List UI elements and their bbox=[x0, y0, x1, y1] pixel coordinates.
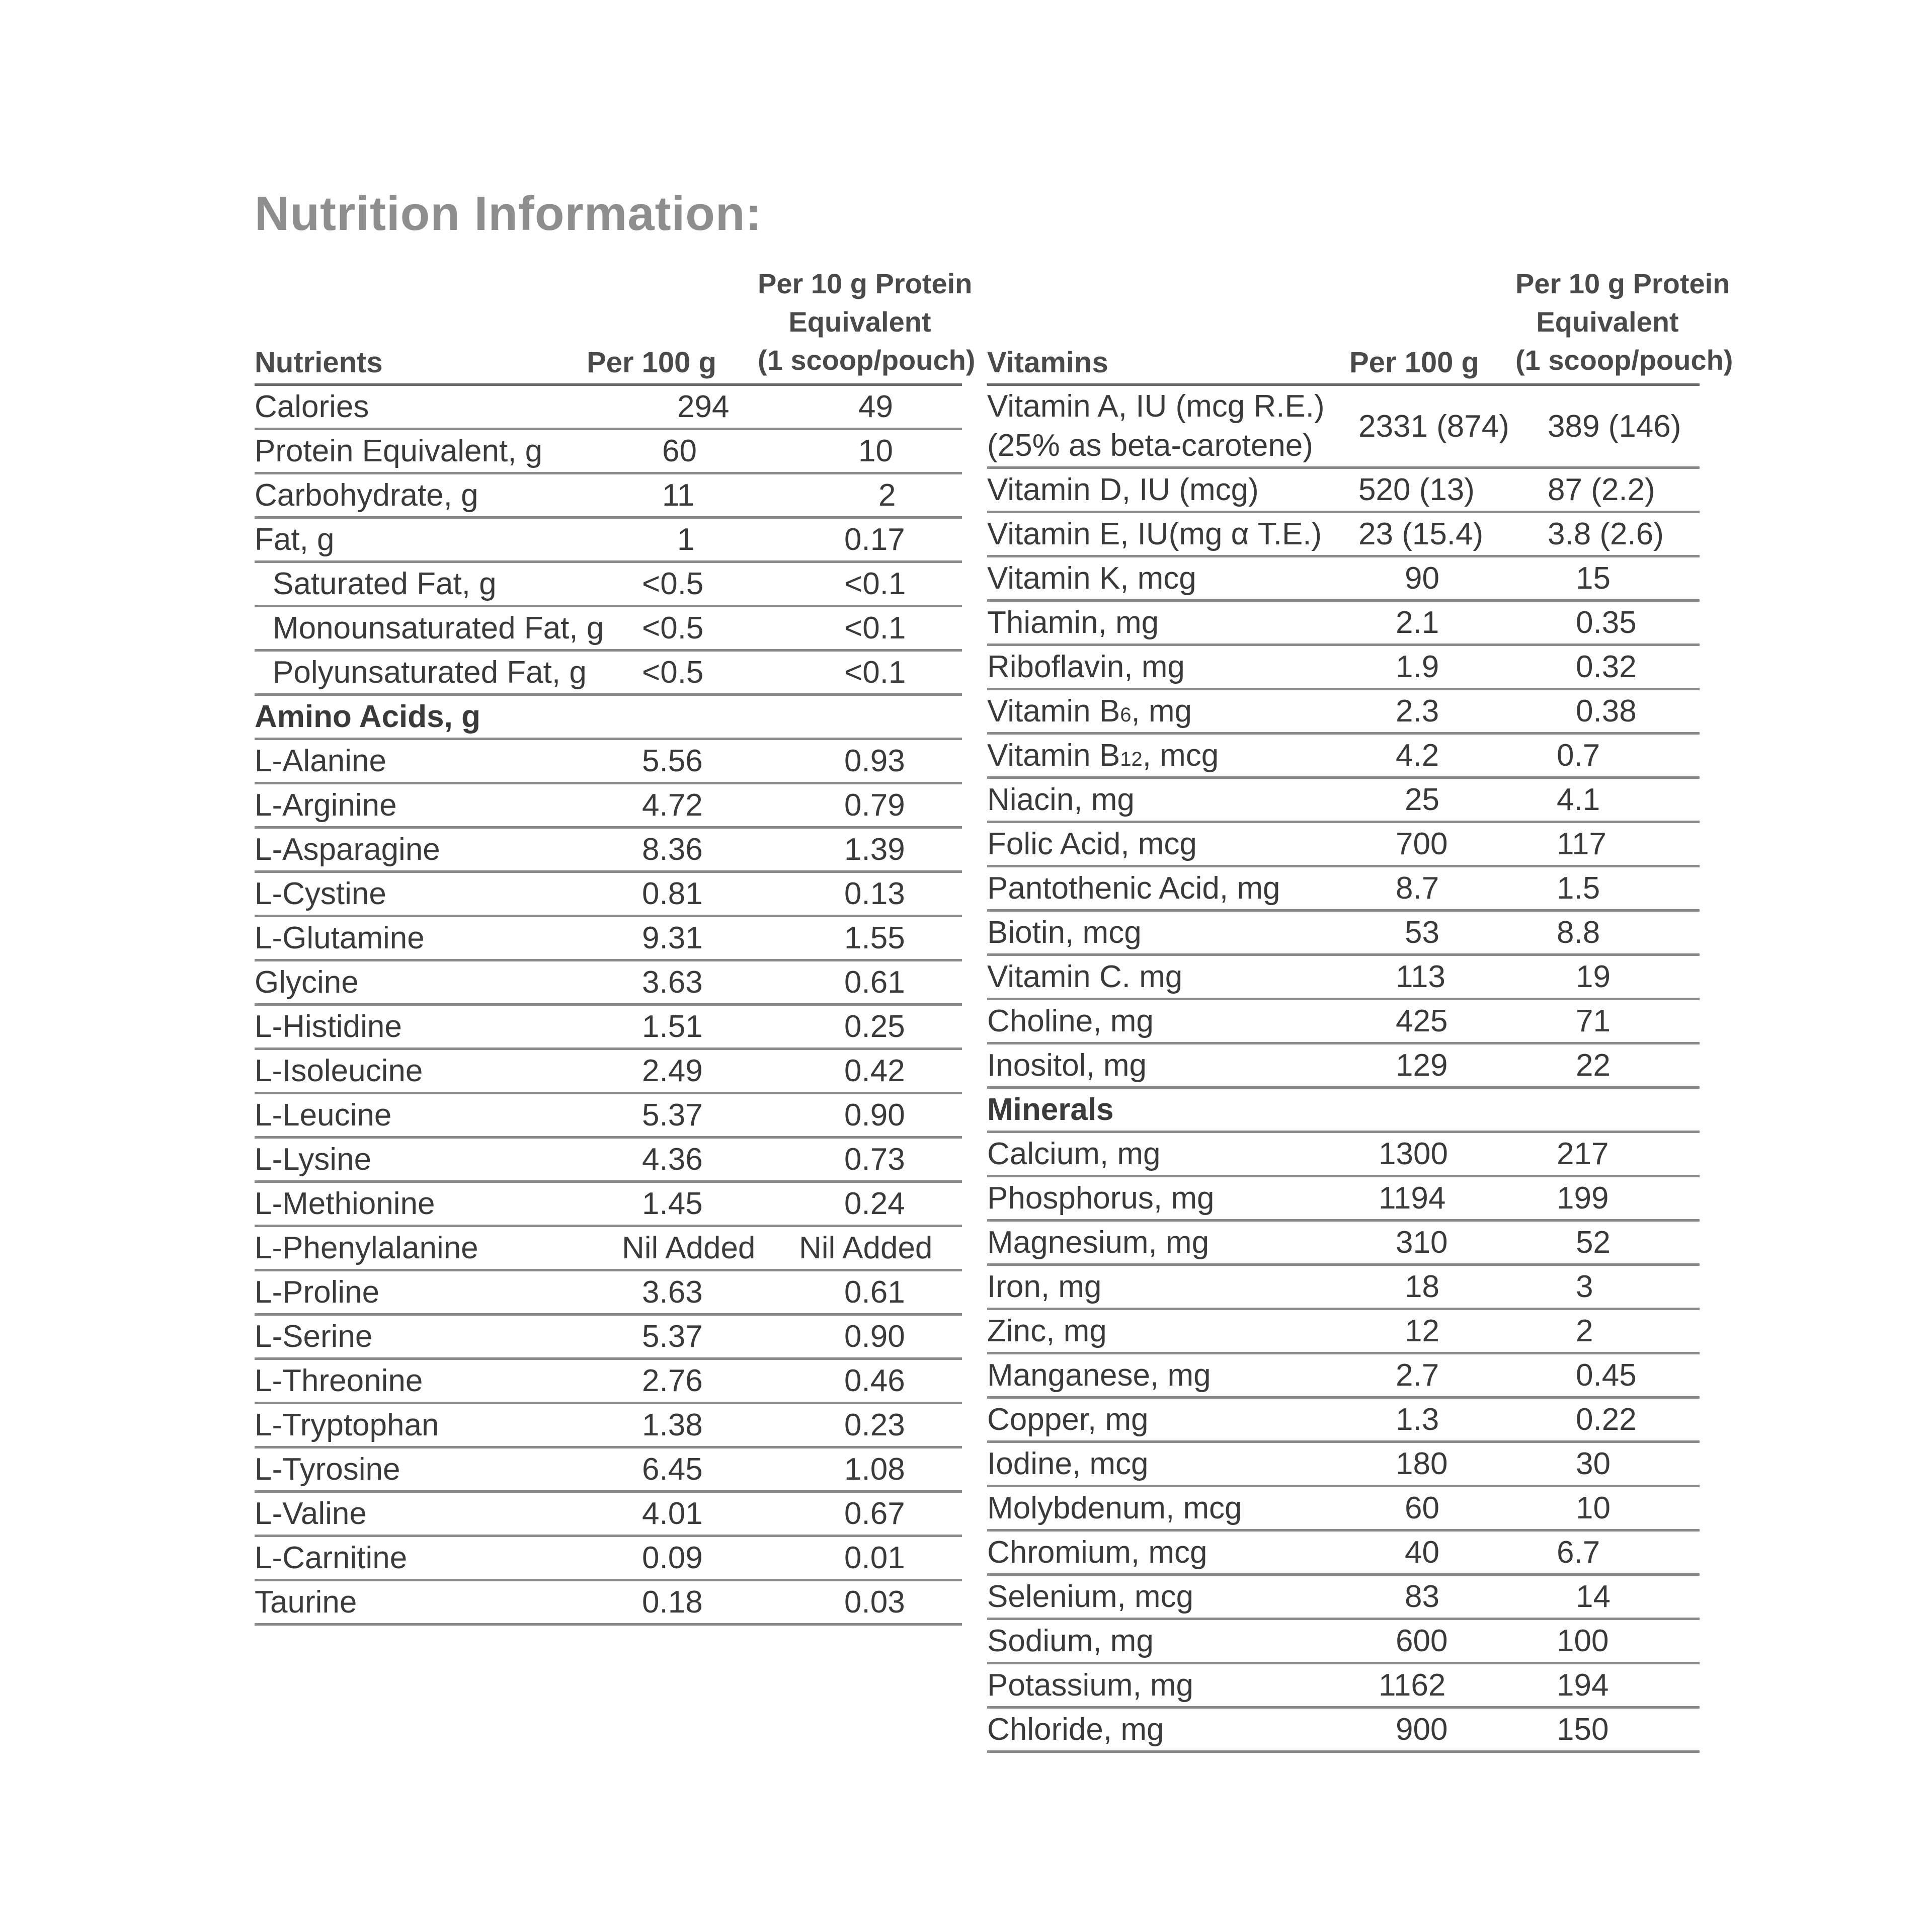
nutrient-name: Vitamin B6, mg bbox=[987, 689, 1349, 734]
column-header-per-100g: Per 100 g bbox=[1349, 262, 1515, 385]
value-per-100g: 4.2 bbox=[1349, 734, 1515, 778]
nutrient-name: Vitamin B12, mcg bbox=[987, 734, 1349, 778]
nutrient-name: L-Phenylalanine bbox=[255, 1226, 587, 1270]
table-row bbox=[987, 1132, 1700, 1176]
value-per-10g: 199 bbox=[1515, 1176, 1700, 1221]
table-row bbox=[255, 1138, 962, 1182]
nutrient-name: L-Arginine bbox=[255, 783, 587, 828]
value-per-100g: 3.63 bbox=[587, 960, 758, 1005]
value-per-10g bbox=[1515, 1088, 1700, 1132]
value-per-100g: 5.37 bbox=[587, 1315, 758, 1359]
nutrient-name: Riboflavin, mg bbox=[987, 645, 1349, 689]
column-header-per-100g: Per 100 g bbox=[587, 262, 758, 385]
table-row bbox=[255, 429, 962, 473]
table-row bbox=[255, 783, 962, 828]
page-title: Nutrition Information: bbox=[255, 187, 762, 240]
nutrient-name: Calories bbox=[255, 385, 587, 429]
value-per-10g: 10 bbox=[1515, 1486, 1700, 1531]
nutrient-name: Sodium, mg bbox=[987, 1619, 1349, 1663]
table-row bbox=[255, 1049, 962, 1093]
value-per-100g: 8.36 bbox=[587, 828, 758, 872]
value-per-10g: 0.23 bbox=[758, 1403, 962, 1447]
value-per-100g: 425 bbox=[1349, 999, 1515, 1043]
value-per-10g: 0.25 bbox=[758, 1005, 962, 1049]
table-row bbox=[987, 1265, 1700, 1309]
value-per-10g: 0.13 bbox=[758, 872, 962, 916]
table-row bbox=[255, 473, 962, 518]
table-row bbox=[987, 999, 1700, 1043]
table-row bbox=[987, 778, 1700, 822]
nutrient-name: L-Asparagine bbox=[255, 828, 587, 872]
value-per-10g: 217 bbox=[1515, 1132, 1700, 1176]
nutrient-name: Thiamin, mg bbox=[987, 601, 1349, 645]
column-header-per-10g-line1: Per 10 g Protein bbox=[1515, 268, 1730, 299]
nutrient-name: L-Carnitine bbox=[255, 1536, 587, 1580]
value-per-100g: 23 (15.4) bbox=[1349, 512, 1515, 556]
value-per-100g: 1162 bbox=[1349, 1663, 1515, 1708]
table-row bbox=[255, 1536, 962, 1580]
section-heading: Amino Acids, g bbox=[255, 695, 587, 739]
value-per-100g: 40 bbox=[1349, 1531, 1515, 1575]
value-per-100g: 1.51 bbox=[587, 1005, 758, 1049]
table-row bbox=[255, 562, 962, 606]
nutrient-name: Fat, g bbox=[255, 518, 587, 562]
column-header-per-10g-line1: Per 10 g Protein bbox=[758, 268, 973, 299]
nutrient-name: Manganese, mg bbox=[987, 1353, 1349, 1398]
value-per-10g: 49 bbox=[758, 385, 962, 429]
value-per-100g: 1 bbox=[587, 518, 758, 562]
value-per-10g: 150 bbox=[1515, 1708, 1700, 1752]
nutrient-name: Niacin, mg bbox=[987, 778, 1349, 822]
value-per-10g: 87 (2.2) bbox=[1515, 468, 1700, 512]
table-row bbox=[255, 1492, 962, 1536]
nutrient-name: Folic Acid, mcg bbox=[987, 822, 1349, 866]
value-per-10g bbox=[758, 695, 962, 739]
nutrient-name: Vitamin E, IU(mg α T.E.) bbox=[987, 512, 1349, 556]
value-per-100g: 600 bbox=[1349, 1619, 1515, 1663]
table-row bbox=[255, 651, 962, 695]
value-per-10g: 19 bbox=[1515, 955, 1700, 999]
value-per-10g: 2 bbox=[1515, 1309, 1700, 1353]
nutrient-name: L-Threonine bbox=[255, 1359, 587, 1403]
column-header-nutrients: Nutrients bbox=[255, 262, 587, 385]
value-per-10g: 0.45 bbox=[1515, 1353, 1700, 1398]
value-per-10g: 3.8 (2.6) bbox=[1515, 512, 1700, 556]
value-per-100g: 520 (13) bbox=[1349, 468, 1515, 512]
table-row bbox=[987, 512, 1700, 556]
value-per-100g: 60 bbox=[587, 429, 758, 473]
nutrient-name: Zinc, mg bbox=[987, 1309, 1349, 1353]
table-row bbox=[255, 606, 962, 651]
value-per-10g: 389 (146) bbox=[1515, 385, 1700, 468]
nutrient-name: L-Glutamine bbox=[255, 916, 587, 960]
value-per-100g bbox=[1349, 1088, 1515, 1132]
nutrient-name: Protein Equivalent, g bbox=[255, 429, 587, 473]
nutrient-name: Calcium, mg bbox=[987, 1132, 1349, 1176]
value-per-100g bbox=[587, 695, 758, 739]
value-per-10g: 52 bbox=[1515, 1221, 1700, 1265]
value-per-10g: 15 bbox=[1515, 556, 1700, 601]
value-per-10g: 1.39 bbox=[758, 828, 962, 872]
value-per-100g: 5.37 bbox=[587, 1093, 758, 1138]
value-per-100g: <0.5 bbox=[587, 651, 758, 695]
nutrient-name: L-Isoleucine bbox=[255, 1049, 587, 1093]
value-per-10g: 0.03 bbox=[758, 1580, 962, 1625]
value-per-100g: 0.09 bbox=[587, 1536, 758, 1580]
table-row bbox=[255, 1182, 962, 1226]
value-per-10g: <0.1 bbox=[758, 606, 962, 651]
value-per-100g: 129 bbox=[1349, 1043, 1515, 1088]
value-per-10g: 0.61 bbox=[758, 1270, 962, 1315]
value-per-100g: 310 bbox=[1349, 1221, 1515, 1265]
nutrient-name: Polyunsaturated Fat, g bbox=[255, 651, 587, 695]
value-per-100g: 1.45 bbox=[587, 1182, 758, 1226]
value-per-100g: 53 bbox=[1349, 911, 1515, 955]
value-per-10g: 0.38 bbox=[1515, 689, 1700, 734]
table-row bbox=[987, 1708, 1700, 1752]
value-per-10g: 1.08 bbox=[758, 1447, 962, 1492]
table-row bbox=[987, 1575, 1700, 1619]
value-per-100g: 90 bbox=[1349, 556, 1515, 601]
table-row bbox=[987, 556, 1700, 601]
value-per-10g: 0.42 bbox=[758, 1049, 962, 1093]
nutrient-name: L-Tyrosine bbox=[255, 1447, 587, 1492]
nutrient-name: Monounsaturated Fat, g bbox=[255, 606, 587, 651]
value-per-100g: 25 bbox=[1349, 778, 1515, 822]
value-per-10g: 0.93 bbox=[758, 739, 962, 783]
value-per-10g: 0.32 bbox=[1515, 645, 1700, 689]
value-per-100g: 294 bbox=[587, 385, 758, 429]
value-per-10g: <0.1 bbox=[758, 562, 962, 606]
value-per-10g: 4.1 bbox=[1515, 778, 1700, 822]
table-header-row bbox=[255, 262, 962, 385]
nutrient-name: L-Valine bbox=[255, 1492, 587, 1536]
column-header-per-10g bbox=[1515, 262, 1733, 385]
table-row bbox=[255, 872, 962, 916]
value-per-10g: 0.90 bbox=[758, 1093, 962, 1138]
table-row bbox=[255, 1315, 962, 1359]
table-row bbox=[987, 1043, 1700, 1088]
value-per-100g: 113 bbox=[1349, 955, 1515, 999]
value-per-10g: 1.5 bbox=[1515, 866, 1700, 911]
table-row bbox=[987, 734, 1700, 778]
value-per-100g: 1.38 bbox=[587, 1403, 758, 1447]
nutrient-name: Pantothenic Acid, mg bbox=[987, 866, 1349, 911]
value-per-10g: 22 bbox=[1515, 1043, 1700, 1088]
nutrient-name: Glycine bbox=[255, 960, 587, 1005]
vitamins-minerals-table bbox=[987, 262, 1733, 1753]
table-row bbox=[255, 1226, 962, 1270]
table-row bbox=[987, 1442, 1700, 1486]
value-per-100g: <0.5 bbox=[587, 606, 758, 651]
table-row bbox=[255, 1093, 962, 1138]
nutrient-name: Saturated Fat, g bbox=[255, 562, 587, 606]
table-row bbox=[987, 1088, 1700, 1132]
value-per-100g: 11 bbox=[587, 473, 758, 518]
value-per-100g: 83 bbox=[1349, 1575, 1515, 1619]
value-per-100g: <0.5 bbox=[587, 562, 758, 606]
table-row bbox=[255, 385, 962, 429]
table-row bbox=[255, 695, 962, 739]
nutrient-name: Biotin, mcg bbox=[987, 911, 1349, 955]
table-row bbox=[255, 1359, 962, 1403]
nutrient-name: Iron, mg bbox=[987, 1265, 1349, 1309]
value-per-100g: 18 bbox=[1349, 1265, 1515, 1309]
value-per-100g: 1.3 bbox=[1349, 1398, 1515, 1442]
column-header-per-10g-line3: (1 scoop/pouch) bbox=[758, 344, 976, 376]
nutrient-name: Choline, mg bbox=[987, 999, 1349, 1043]
value-per-100g: 5.56 bbox=[587, 739, 758, 783]
value-per-100g: 60 bbox=[1349, 1486, 1515, 1531]
value-per-100g: 0.18 bbox=[587, 1580, 758, 1625]
value-per-100g: 1194 bbox=[1349, 1176, 1515, 1221]
nutrient-name: Copper, mg bbox=[987, 1398, 1349, 1442]
value-per-10g: 194 bbox=[1515, 1663, 1700, 1708]
table-row bbox=[255, 518, 962, 562]
value-per-100g: 4.72 bbox=[587, 783, 758, 828]
table-row bbox=[987, 385, 1700, 468]
value-per-100g: 700 bbox=[1349, 822, 1515, 866]
table-row bbox=[987, 1176, 1700, 1221]
table-row bbox=[255, 1447, 962, 1492]
nutrient-name: Selenium, mcg bbox=[987, 1575, 1349, 1619]
value-per-100g: 1.9 bbox=[1349, 645, 1515, 689]
value-per-100g: 900 bbox=[1349, 1708, 1515, 1752]
nutrient-name: L-Histidine bbox=[255, 1005, 587, 1049]
table-header-row bbox=[987, 262, 1700, 385]
value-per-10g: 71 bbox=[1515, 999, 1700, 1043]
table-row bbox=[255, 828, 962, 872]
value-per-10g: 0.46 bbox=[758, 1359, 962, 1403]
nutrient-name: Potassium, mg bbox=[987, 1663, 1349, 1708]
table-row bbox=[987, 822, 1700, 866]
nutrient-name: L-Alanine bbox=[255, 739, 587, 783]
value-per-10g: 117 bbox=[1515, 822, 1700, 866]
value-per-10g: 0.24 bbox=[758, 1182, 962, 1226]
value-per-100g: 12 bbox=[1349, 1309, 1515, 1353]
nutrients-table bbox=[255, 262, 976, 1626]
value-per-100g: 2.3 bbox=[1349, 689, 1515, 734]
nutrient-name: Molybdenum, mcg bbox=[987, 1486, 1349, 1531]
nutrient-name: Taurine bbox=[255, 1580, 587, 1625]
table-row bbox=[987, 911, 1700, 955]
value-per-10g: 0.73 bbox=[758, 1138, 962, 1182]
value-per-10g: 0.01 bbox=[758, 1536, 962, 1580]
value-per-10g: 8.8 bbox=[1515, 911, 1700, 955]
nutrient-name: Chloride, mg bbox=[987, 1708, 1349, 1752]
column-header-per-10g bbox=[758, 262, 976, 385]
table-row bbox=[255, 960, 962, 1005]
value-per-10g: 14 bbox=[1515, 1575, 1700, 1619]
nutrient-name: L-Serine bbox=[255, 1315, 587, 1359]
nutrient-name: L-Proline bbox=[255, 1270, 587, 1315]
column-header-per-10g-line2: Equivalent bbox=[1536, 306, 1679, 338]
value-per-100g: 2331 (874) bbox=[1349, 385, 1515, 468]
table-row bbox=[987, 1486, 1700, 1531]
nutrient-name: Vitamin D, IU (mcg) bbox=[987, 468, 1349, 512]
value-per-100g: 2.7 bbox=[1349, 1353, 1515, 1398]
table-row bbox=[987, 955, 1700, 999]
nutrient-name: Inositol, mg bbox=[987, 1043, 1349, 1088]
table-row bbox=[987, 1309, 1700, 1353]
column-header-per-10g-line2: Equivalent bbox=[788, 306, 931, 338]
table-row bbox=[987, 1663, 1700, 1708]
table-row bbox=[255, 1005, 962, 1049]
value-per-10g: Nil Added bbox=[758, 1226, 962, 1270]
table-row bbox=[255, 1270, 962, 1315]
table-row bbox=[987, 468, 1700, 512]
value-per-100g: 9.31 bbox=[587, 916, 758, 960]
nutrient-name: L-Methionine bbox=[255, 1182, 587, 1226]
value-per-10g: <0.1 bbox=[758, 651, 962, 695]
value-per-10g: 0.22 bbox=[1515, 1398, 1700, 1442]
value-per-10g: 0.61 bbox=[758, 960, 962, 1005]
value-per-10g: 0.17 bbox=[758, 518, 962, 562]
value-per-10g: 3 bbox=[1515, 1265, 1700, 1309]
nutrient-name: L-Leucine bbox=[255, 1093, 587, 1138]
value-per-100g: Nil Added bbox=[587, 1226, 758, 1270]
column-header-per-10g-line3: (1 scoop/pouch) bbox=[1515, 344, 1733, 376]
value-per-100g: 0.81 bbox=[587, 872, 758, 916]
value-per-10g: 30 bbox=[1515, 1442, 1700, 1486]
column-header-vitamins: Vitamins bbox=[987, 262, 1349, 385]
nutrient-name: Chromium, mcg bbox=[987, 1531, 1349, 1575]
nutrient-name: Vitamin A, IU (mcg R.E.) (25% as beta-carotene) bbox=[987, 385, 1349, 468]
table-row bbox=[987, 689, 1700, 734]
table-row bbox=[987, 1531, 1700, 1575]
value-per-10g: 0.35 bbox=[1515, 601, 1700, 645]
value-per-10g: 0.79 bbox=[758, 783, 962, 828]
table-row bbox=[255, 739, 962, 783]
value-per-10g: 2 bbox=[758, 473, 962, 518]
section-heading: Minerals bbox=[987, 1088, 1349, 1132]
nutrient-name: L-Cystine bbox=[255, 872, 587, 916]
value-per-100g: 1300 bbox=[1349, 1132, 1515, 1176]
value-per-100g: 6.45 bbox=[587, 1447, 758, 1492]
nutrient-name: Vitamin K, mcg bbox=[987, 556, 1349, 601]
value-per-100g: 3.63 bbox=[587, 1270, 758, 1315]
table-row bbox=[987, 1221, 1700, 1265]
value-per-100g: 4.36 bbox=[587, 1138, 758, 1182]
value-per-10g: 0.7 bbox=[1515, 734, 1700, 778]
value-per-10g: 1.55 bbox=[758, 916, 962, 960]
value-per-10g: 6.7 bbox=[1515, 1531, 1700, 1575]
table-row bbox=[255, 1580, 962, 1625]
table-row bbox=[987, 1619, 1700, 1663]
value-per-10g: 0.67 bbox=[758, 1492, 962, 1536]
nutrient-name: L-Lysine bbox=[255, 1138, 587, 1182]
table-row bbox=[255, 916, 962, 960]
table-row bbox=[255, 1403, 962, 1447]
nutrient-name: Vitamin C. mg bbox=[987, 955, 1349, 999]
nutrient-name: Phosphorus, mg bbox=[987, 1176, 1349, 1221]
value-per-100g: 2.1 bbox=[1349, 601, 1515, 645]
nutrient-name: Carbohydrate, g bbox=[255, 473, 587, 518]
value-per-10g: 100 bbox=[1515, 1619, 1700, 1663]
value-per-100g: 2.76 bbox=[587, 1359, 758, 1403]
value-per-100g: 2.49 bbox=[587, 1049, 758, 1093]
value-per-10g: 0.90 bbox=[758, 1315, 962, 1359]
value-per-100g: 4.01 bbox=[587, 1492, 758, 1536]
table-row bbox=[987, 866, 1700, 911]
value-per-100g: 8.7 bbox=[1349, 866, 1515, 911]
table-row bbox=[987, 1353, 1700, 1398]
table-row bbox=[987, 1398, 1700, 1442]
value-per-10g: 10 bbox=[758, 429, 962, 473]
table-row bbox=[987, 601, 1700, 645]
nutrient-name: Magnesium, mg bbox=[987, 1221, 1349, 1265]
value-per-100g: 180 bbox=[1349, 1442, 1515, 1486]
nutrient-name: Iodine, mcg bbox=[987, 1442, 1349, 1486]
table-row bbox=[987, 645, 1700, 689]
nutrient-name: L-Tryptophan bbox=[255, 1403, 587, 1447]
